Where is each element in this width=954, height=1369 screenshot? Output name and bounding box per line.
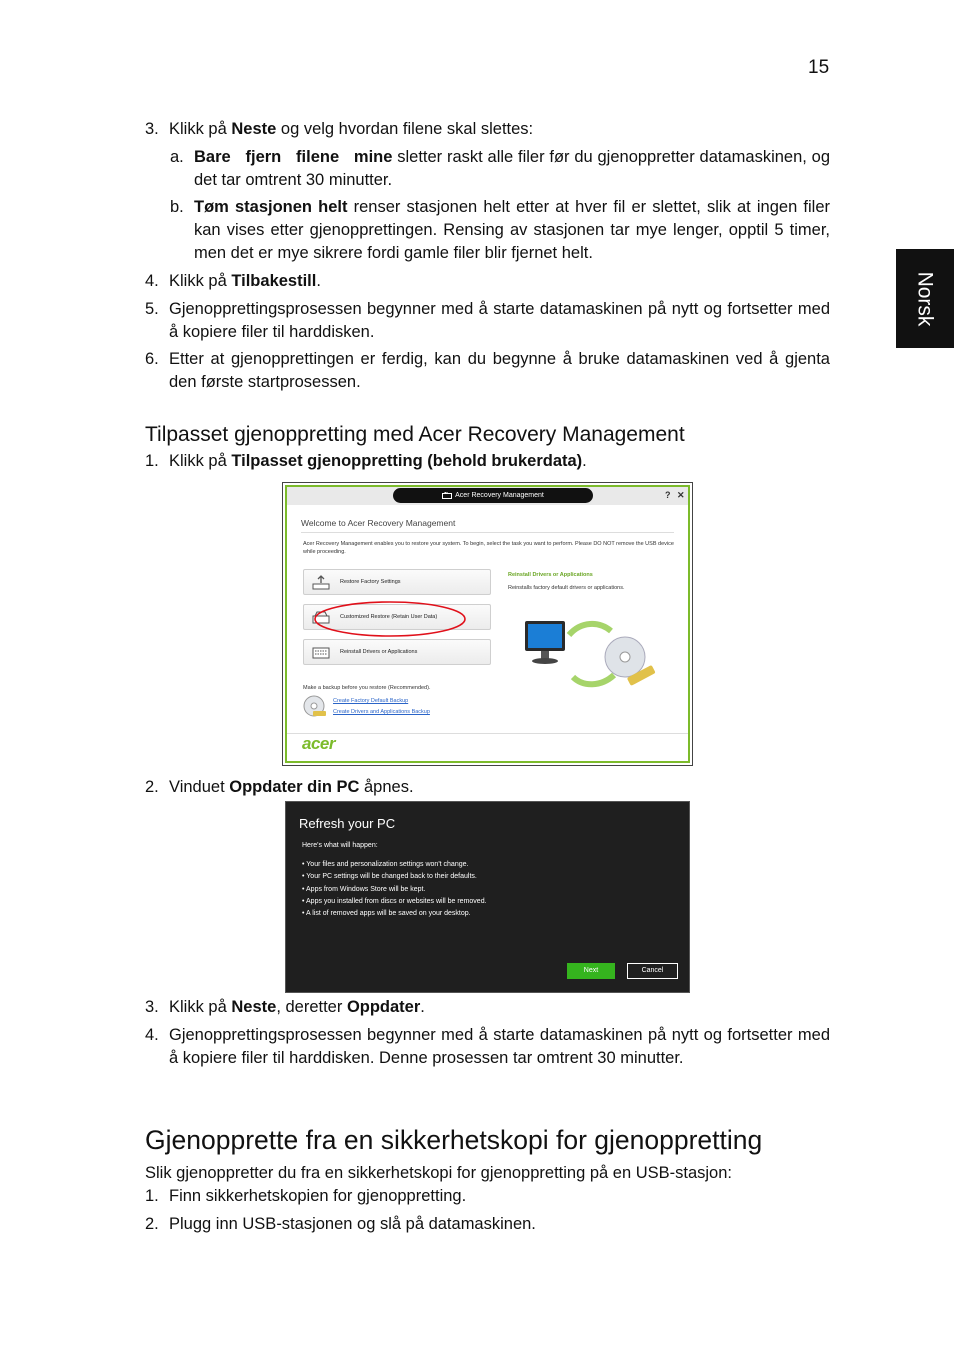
list-item: 2. Plugg inn USB-stasjonen og slå på datamaskinen.: [145, 1215, 536, 1233]
sub-list-item: a. Bare fjern filene mine sletter raskt alle filer før du gjenoppretter datamaskinen, og det tar omtrent 30 minutter.: [170, 148, 830, 189]
list-item: 1. Finn sikkerhetskopien for gjenoppretting.: [145, 1187, 467, 1205]
window-footer: [287, 733, 688, 761]
refresh-title: Refresh your PC: [299, 816, 396, 831]
reinstall-title: Reinstall Drivers or Applications: [508, 572, 593, 578]
list-item: 3. Klikk på Neste, deretter Oppdater.: [145, 998, 425, 1016]
list-item: • Your PC settings will be changed back to their defaults.: [302, 873, 477, 881]
create-drivers-backup-link[interactable]: Create Drivers and Applications Backup: [333, 709, 430, 715]
drive-icon: [442, 492, 452, 499]
list-item: • Apps from Windows Store will be kept.: [302, 885, 426, 893]
window-title: Acer Recovery Management: [393, 488, 593, 503]
monitor-disc-illustration: [519, 613, 664, 693]
section-heading: Gjenopprette fra en sikkerhetskopi for gjenoppretting: [145, 1125, 763, 1155]
reinstall-description: Reinstalls factory default drivers or applications.: [508, 585, 625, 591]
language-tab-label: Norsk: [913, 271, 937, 326]
list-item: • A list of removed apps will be saved on your desktop.: [302, 910, 471, 918]
section-heading: Tilpasset gjenoppretting med Acer Recovery Management: [145, 423, 685, 446]
acer-recovery-screenshot: [282, 482, 693, 766]
acer-logo: acer: [302, 734, 335, 753]
sub-list-item: b. Tøm stasjonen helt renser stasjonen helt etter at hver fil er slettet, slik at ingen filer kan vises etter gjenopprettingen. Rensing av stasjonen tar mye lenger, opptil 5 timer, men det er mye sikrere fordi gamle filer blir fjernet helt.: [170, 198, 831, 262]
restore-factory-button[interactable]: Restore Factory Settings: [303, 569, 491, 595]
backup-disc-icon: [303, 695, 327, 719]
upload-drive-icon: [312, 575, 330, 590]
list-item: 1. Klikk på Tilpasset gjenoppretting (behold brukerdata).: [145, 452, 587, 470]
cancel-button[interactable]: Cancel: [627, 963, 678, 979]
list-item: • Your files and personalization settings won't change.: [302, 861, 469, 868]
reinstall-drivers-button[interactable]: Reinstall Drivers or Applications: [303, 639, 491, 665]
refresh-subtitle: Here's what will happen:: [302, 842, 378, 849]
list-item: 4. Gjenopprettingsprosessen begynner med å starte datamaskinen på nytt og fortsetter med å kopiere filer til harddisken. Denne prosessen tar omtrent 30 minutter.: [145, 1026, 830, 1067]
keyboard-icon: [312, 645, 330, 660]
window-titlebar: [287, 487, 688, 505]
list-item: 3. Klikk på Neste og velg hvordan filene skal slettes:: [145, 120, 534, 138]
refresh-pc-screenshot: [285, 801, 690, 993]
list-item: 6. Etter at gjenopprettingen er ferdig, kan du begynne å bruke datamaskinen ved å gjenta den første startprosessen.: [145, 350, 830, 391]
highlight-circle: [311, 599, 469, 639]
intro-paragraph: Slik gjenoppretter du fra en sikkerhetskopi for gjenoppretting på en USB-stasjon:: [145, 1164, 732, 1182]
list-item: 5. Gjenopprettingsprosessen begynner med å starte datamaskinen på nytt og fortsetter med å kopiere filer til harddisken.: [145, 300, 830, 341]
help-icon[interactable]: ?: [665, 490, 671, 500]
customized-restore-button[interactable]: Customized Restore (Retain User Data): [303, 604, 491, 630]
list-item: 4. Klikk på Tilbakestill.: [145, 272, 321, 290]
intro-text: Acer Recovery Management enables you to restore your system. To begin, select the task you want to perform. Please DO NOT remove the USB device while proceeding.: [303, 541, 674, 555]
list-item: • Apps you installed from discs or websites will be removed.: [302, 897, 487, 905]
close-icon[interactable]: ✕: [677, 490, 685, 500]
list-item: 2. Vinduet Oppdater din PC åpnes.: [145, 778, 414, 796]
page-number: 15: [808, 57, 830, 78]
language-tab: [896, 249, 954, 348]
next-button[interactable]: Next: [567, 963, 615, 979]
refresh-bullets: [302, 859, 487, 920]
welcome-text: Welcome to Acer Recovery Management: [301, 518, 456, 528]
backup-hint: Make a backup before you restore (Recommended).: [303, 685, 431, 691]
create-factory-backup-link[interactable]: Create Factory Default Backup: [333, 698, 409, 704]
